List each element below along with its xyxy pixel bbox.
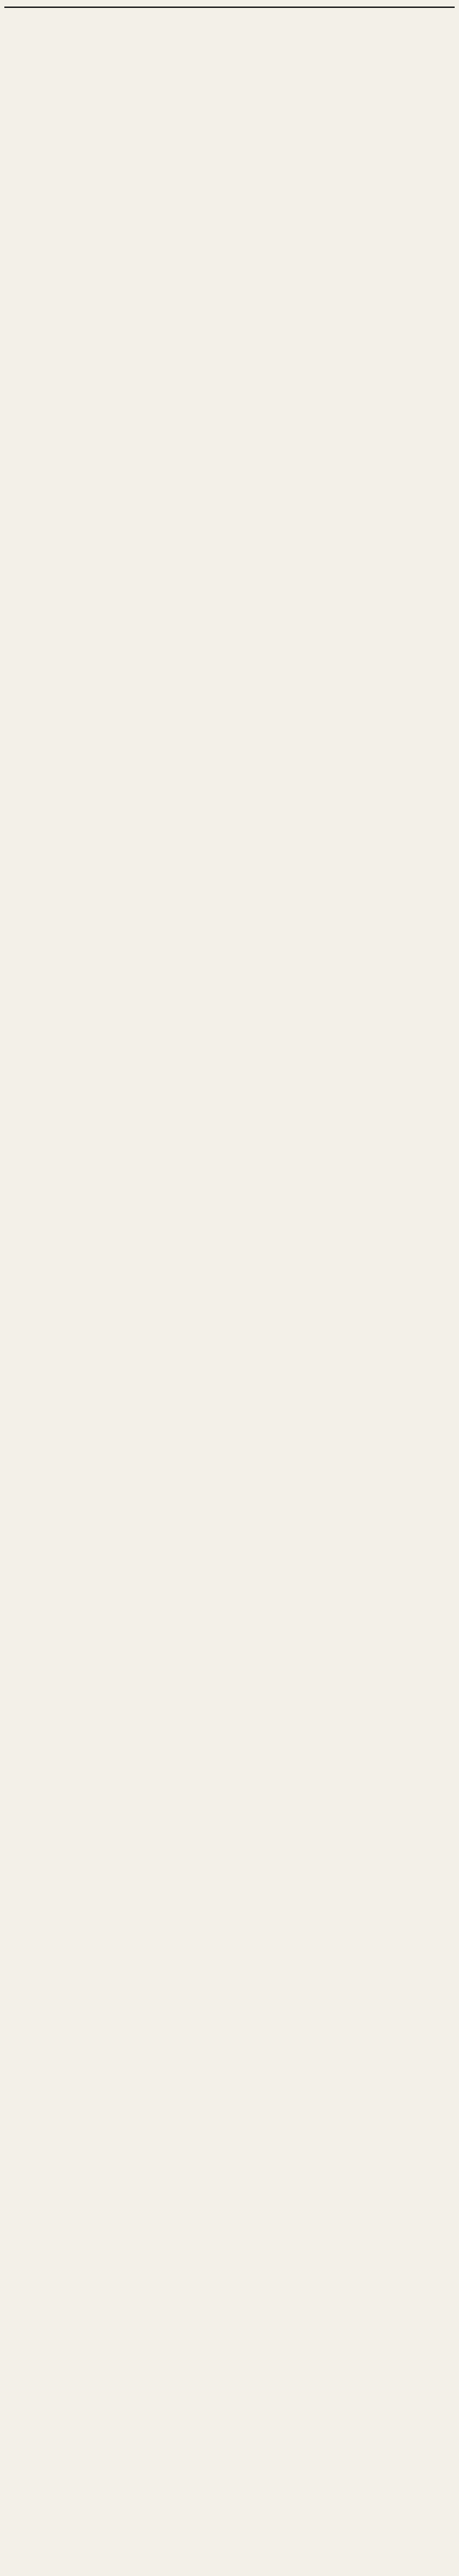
page-title [4, 4, 455, 8]
